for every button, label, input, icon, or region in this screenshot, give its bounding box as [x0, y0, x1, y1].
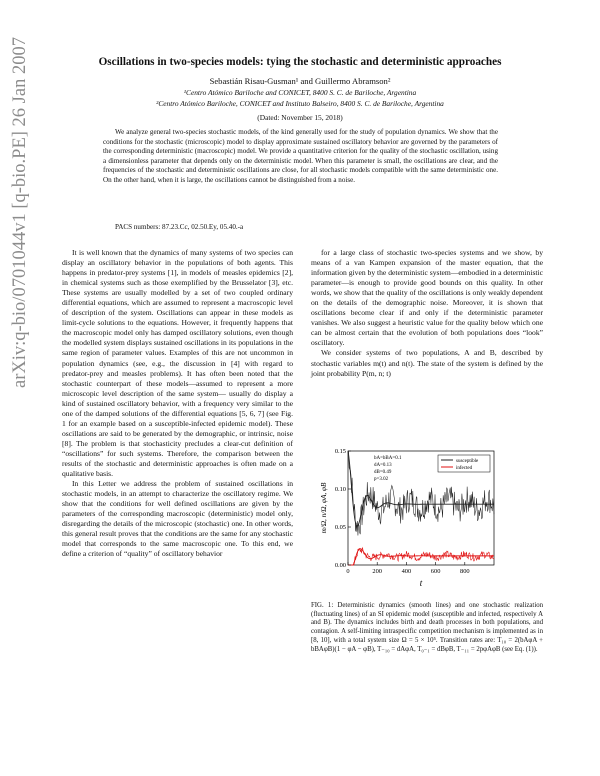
- paper-title: Oscillations in two-species models: tying the stochastic and deterministic approaches: [98, 56, 502, 68]
- body-paragraph: In this Letter we address the problem of sustained oscillations in stochastic models, in an attempt to characterize the oscillatory regime. We show that the conditions for well defined oscillations are given by the parameters of the corresponding macroscopic (deterministic) model only, disregarding the details of the microscopic (stochastic) one. In other words, this general result proves that the conditions are the same for any stochastic model that corresponds to the same macroscopic one. To this end, we define a criterion of “quality” of oscillatory behavior: [62, 479, 293, 559]
- x-tick-label: 600: [430, 568, 441, 575]
- abstract: We analyze general two-species stochastic models, of the kind generally used for the study of population dynamics. We show that the conditions for the stochastic (microscopic) model to display approximate sustained oscillatory behavior are governed by the parameters of the corresponding deterministic (macroscopic) model. We provide a quantitative criterion for the quality of the stochastic oscillation, using a dimensionless parameter that depends only on the deterministic model. When this parameter is small, the oscillations are clear, and the frequencies of the stochastic and deterministic oscillations are close, for all stochastic models compatible with the same deterministic one. On the other hand, when it is large, the oscillations cannot be distinguished from a noise.: [103, 128, 498, 184]
- body-paragraph: We consider systems of two populations, A and B, described by stochastic variables m(t) and n(t). The state of the system is defined by the joint probability P(m, n; t): [311, 348, 543, 378]
- x-tick-label: 200: [372, 568, 382, 575]
- body-paragraph: It is well known that the dynamics of many systems of two species can display an oscillatory behavior in the populations of both agents. This happens in predator-prey systems [1], in models of measles epidemics [2], in chemical systems such as those exemplified by the Brusselator [3], etc. These systems are usually modelled by a set of two coupled ordinary differential equations, which are assumed to represent a macroscopic level of description of the system. Oscillations can appear in these models as limit-cycle solutions to the equations. However, it frequently happens that the macroscopic model only has damped oscillatory solutions, even though the modelled system displays sustained oscillations in its populations in the same region of parameter values. Examples of this are not uncommon in population dynamics (see, e.g., the discussion in [4] with regard to predator-prey and measles problems). It has often been noted that the stochastic counterpart of these models—assumed to represent a more microscopic level description of the same system— usually do display a kind of sustained oscillatory behavior, with a frequency very similar to the one of the damped solutions of the differential equations [5, 6, 7] (see Fig. 1 for an example based on a susceptible-infected epidemic model). These oscillations are said to be generated by the demographic, or intrinsic, noise [8]. The problem is that stochasticity precludes a clear-cut definition of “oscillations” for such systems. Therefore, the comparison between the results of the stochastic and deterministic approaches is often made on a qualitative basis.: [62, 248, 293, 479]
- annotation-text: dA=0.13: [374, 463, 392, 468]
- figure-caption: FIG. 1: Deterministic dynamics (smooth lines) and one stochastic realization (fluctuating lines) of an SI epidemic model (susceptible and infected, respectively A and B). The dynamics includes birth and death processes in both populations, and contagion. A self-limiting intraspecific competition mechanism is implemented as in [8, 10], with a total system size Ω = 5 × 10⁵. Transition rates are: T₁₀ = 2(bAφA + bBAφB)(1 − φA − φB), T₋₁₀ = dAφA, T₀₋₁ = dBφB, T₋₁₁ = 2pφAφB (see Eq. (1)).: [311, 602, 543, 653]
- x-tick-label: 0: [346, 568, 350, 575]
- author-list: Sebastián Risau-Gusman¹ and Guillermo Abramson²: [209, 76, 391, 86]
- affiliation-2: ²Centro Atómico Bariloche, CONICET and Instituto Balseiro, 8400 S. C. de Bariloche, Argentina: [156, 99, 444, 108]
- legend: [438, 455, 490, 472]
- annotation-text: bA=bBA=0.1: [374, 456, 402, 461]
- stochastic-line-infected: [348, 548, 494, 565]
- x-tick-label: 400: [401, 568, 412, 575]
- annotation-text: p=3.02: [374, 477, 389, 482]
- annotation-box: [374, 456, 402, 482]
- legend-label-infected: infected: [456, 466, 473, 471]
- right-column: [311, 248, 543, 379]
- y-tick-label: 0.00: [334, 562, 346, 570]
- figure-1-chart: [318, 447, 498, 589]
- legend-label-susceptible: susceptible: [456, 459, 479, 464]
- left-column: [62, 248, 293, 559]
- pacs-numbers: PACS numbers: 87.23.Cc, 02.50.Ey, 05.40.-a: [115, 223, 244, 231]
- y-tick-label: 0.05: [334, 524, 346, 532]
- x-axis-ticks: [346, 562, 469, 575]
- y-tick-label: 0.15: [334, 448, 346, 456]
- y-axis-label: m/Ω, n/Ω, φA, φB: [320, 482, 328, 534]
- date-line: (Dated: November 15, 2018): [257, 113, 343, 122]
- affiliation-1: ¹Centro Atómico Bariloche and CONICET, 8400 S. C. de Bariloche, Argentina: [183, 88, 417, 97]
- y-axis-ticks: [335, 448, 351, 569]
- x-tick-label: 800: [460, 568, 470, 575]
- x-axis-label: t: [419, 578, 423, 588]
- y-tick-label: 0.10: [334, 486, 346, 494]
- annotation-text: dB=0.49: [374, 470, 392, 475]
- body-paragraph: for a large class of stochastic two-species systems and we show, by means of a van Kampen expansion of the master equation, that the information given by the deterministic system—embodied in a deterministic parameter—is enough to provide good bounds on this quality. In other words, we show that the quality of the oscillations is only weakly dependent on the details of the demographic noise. Moreover, it is shown that oscillations become clear if and only if the deterministic parameter vanishes. We also suggest a heuristic value for the quality below which one can be almost certain that the evolution of both populations does “look” oscillatory.: [311, 248, 543, 348]
- arxiv-identifier-stamp: arXiv:q-bio/0701044v1 [q-bio.PE] 26 Jan 2007: [10, 37, 30, 388]
